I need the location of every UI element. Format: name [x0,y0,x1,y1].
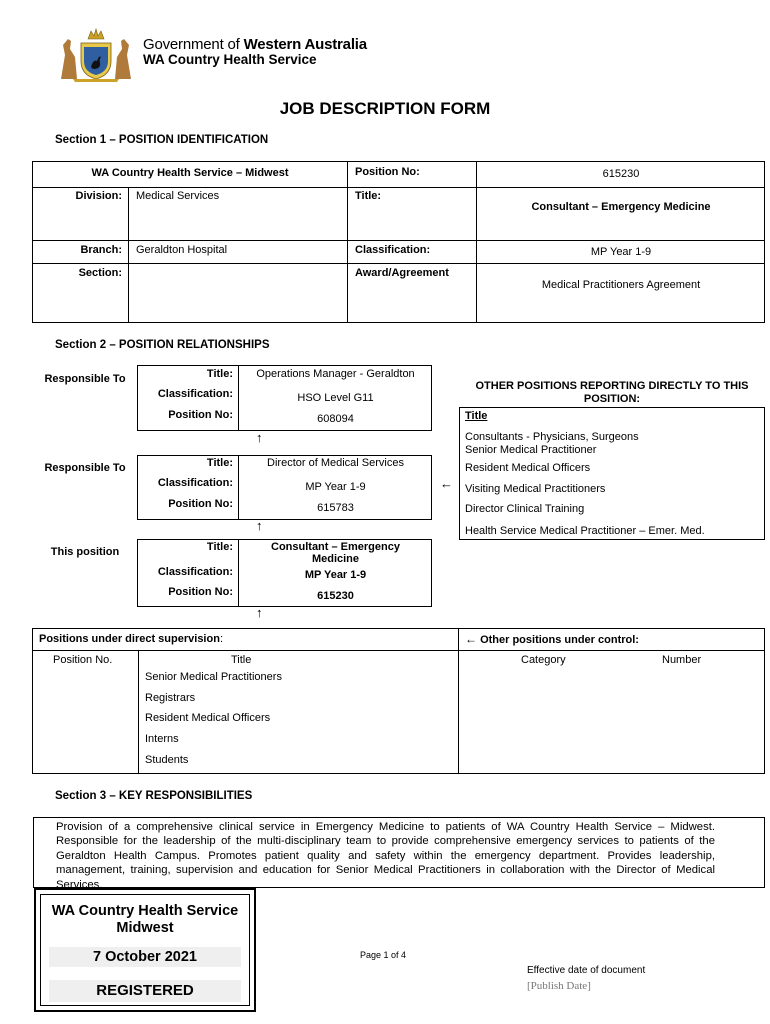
other-positions-title-header: Title [465,410,488,422]
box1-classification-label: Classification: [157,388,233,400]
arrow-up-icon: ↑ [256,518,263,533]
box2-classification-value: MP Year 1-9 [305,481,366,493]
section2-heading: Section 2 – POSITION RELATIONSHIPS [55,339,270,351]
col-position-no: Position No. [53,654,113,666]
box2-title-label: Title: [206,457,233,469]
stamp-status: REGISTERED [49,980,241,1002]
classification-value: MP Year 1-9 [590,246,652,258]
position-no-value: 615230 [602,168,640,180]
box1-position-no-label: Position No: [168,409,233,421]
stamp-org-line1: WA Country Health Service [51,903,239,919]
award-label: Award/Agreement [355,267,449,279]
box3-classification-value: MP Year 1-9 [304,569,367,581]
box1-title-value: Operations Manager - Geraldton [256,368,415,380]
effective-date-label: Effective date of document [527,965,646,976]
this-position-label: This position [50,546,120,558]
other-position-item: Visiting Medical Practitioners [465,483,606,495]
supervised-item: Senior Medical Practitioners [145,671,282,683]
health-service-name: WA Country Health Service [143,52,317,67]
col-category: Category [521,654,566,666]
col-number: Number [662,654,702,666]
government-name-line: Government of Western Australia [143,36,367,53]
box3-position-no-value: 615230 [317,590,354,602]
position-identification-table [32,161,765,323]
supervised-item: Interns [145,733,179,745]
other-position-item: Resident Medical Officers [465,462,591,474]
responsible-to-label-1: Responsible To [44,373,126,385]
supervised-item: Students [145,754,189,766]
section3-heading: Section 3 – KEY RESPONSIBILITIES [55,790,253,802]
arrow-left-icon: ← [440,476,453,491]
page-number: Page 1 of 4 [360,950,407,960]
section-label: Section: [78,267,122,279]
box2-position-no-value: 615783 [317,502,354,514]
box3-position-no-label: Position No: [168,586,233,598]
responsible-to-label-2: Responsible To [44,462,126,474]
section1-heading: Section 1 – POSITION IDENTIFICATION [55,134,269,146]
other-position-item: Health Service Medical Practitioner – Emer. Med. [465,525,705,537]
key-responsibilities-text: Provision of a comprehensive clinical service in Emergency Medicine to patients of WA Country Health Service – Midwest. Responsible for the leadership of the multi-disciplinary team to provide comprehensive emergency services to patients of the Geraldton Health Campus. Promotes patient quality and safety within the emergency department. Provides leadership, management, training, supervision and education for Senior Medical Practitioners in collaboration with the Director of Medical Services. [56,821,715,891]
arrow-left-icon: ← [465,632,477,646]
box1-classification-value: HSO Level G11 [297,392,374,404]
division-value: Medical Services [136,190,220,202]
box1-title-label: Title: [206,368,233,380]
stamp-org-line2: Midwest [116,920,174,936]
box2-classification-label: Classification: [157,477,233,489]
arrow-up-icon: ↑ [256,605,263,620]
publish-date: [Publish Date] [527,980,591,992]
box3-title-label: Title: [206,541,233,553]
other-control-heading: ← Other positions under control: [465,632,639,646]
org-unit: WA Country Health Service – Midwest [91,167,289,179]
supervised-item: Resident Medical Officers [145,712,271,724]
col-title: Title [231,654,252,666]
award-value: Medical Practitioners Agreement [541,279,701,291]
other-position-item: Consultants - Physicians, Surgeons [465,431,639,443]
title-value: Consultant – Emergency Medicine [531,201,711,213]
division-label: Division: [75,190,122,202]
box3-classification-label: Classification: [157,566,233,578]
branch-value: Geraldton Hospital [136,244,228,256]
classification-label: Classification: [355,244,431,256]
registration-stamp [34,888,256,1012]
supervised-item: Registrars [145,692,196,704]
other-position-item: Director Clinical Training [465,503,585,515]
title-label: Title: [355,190,382,202]
direct-supervision-heading: Positions under direct supervision: [39,633,223,645]
box2-position-no-label: Position No: [168,498,233,510]
document-title: JOB DESCRIPTION FORM [279,99,491,118]
box2-title-value: Director of Medical Services [267,457,404,469]
other-positions-heading: OTHER POSITIONS REPORTING DIRECTLY TO THIS POSITION: [475,380,749,405]
other-position-item: Senior Medical Practitioner [465,444,597,456]
stamp-date: 7 October 2021 [49,947,241,967]
box3-title-value: Consultant – Emergency Medicine [271,541,400,565]
wa-coat-of-arms-logo [55,25,137,83]
box1-position-no-value: 608094 [317,413,354,425]
position-no-label: Position No: [355,166,420,178]
branch-label: Branch: [80,244,122,256]
arrow-up-icon: ↑ [256,430,263,445]
